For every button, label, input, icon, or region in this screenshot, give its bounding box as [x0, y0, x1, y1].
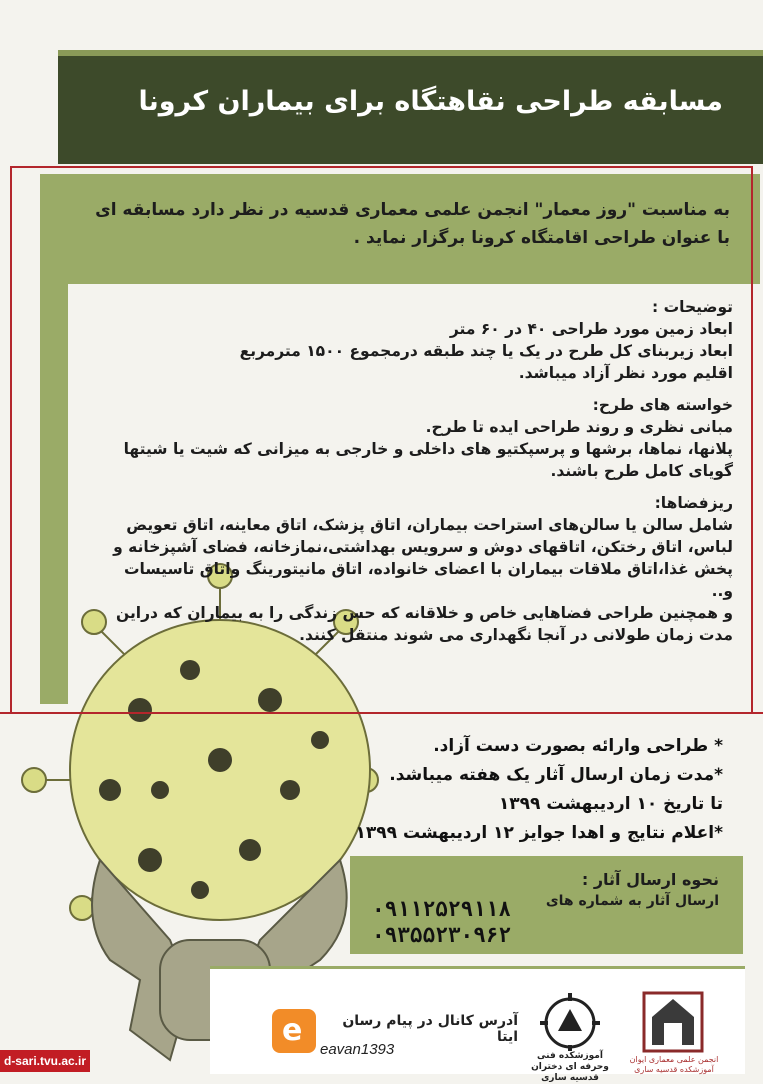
subspaces-line: لباس، اتاق رختکن، اتاقهای دوش و سرویس بهداشتی،نمازخانه، فضای آشپزخانه و — [113, 538, 733, 556]
requirements-line: پلانها، نماها، برشها و پرسپکتیو های داخلی و خارجی به میزانی که شیت یا شیتها — [123, 440, 733, 458]
phone-numbers — [372, 896, 511, 948]
intro-line-1: به مناسبت "روز معمار" انجمن علمی معماری قدسیه در نظر دارد مسابقه ای — [95, 200, 730, 220]
association-caption: انجمن علمی معماری ایوان آموزشکده قدسیه ساری — [629, 1055, 719, 1074]
intro-line-2: با عنوان طراحی اقامتگاه کرونا برگزار نماید . — [353, 228, 730, 248]
header-band — [58, 56, 763, 164]
intro-band — [40, 174, 760, 284]
note-item: * طراحی وارائه بصورت دست آزاد. — [433, 736, 723, 756]
subspaces-line: مدت زمان طولانی در آنجا نگهداری می شوند منتقل کنند. — [299, 626, 733, 644]
subspaces-line: و همچنین طراحی فضاهایی خاص و خلاقانه که حس زندگی را به بیماران که دراین — [116, 604, 733, 622]
descriptions-line: اقلیم مورد نظر آزاد میباشد. — [518, 364, 733, 382]
association-logo-icon — [640, 989, 706, 1055]
details-section — [43, 296, 733, 646]
note-item: تا تاریخ ۱۰ اردیبهشت ۱۳۹۹ — [498, 794, 723, 814]
subspaces-title: ریزفضاها: — [654, 494, 733, 512]
subspaces-line: شامل سالن یا سالن‌های استراحت بیماران، اتاق پزشک، اتاق معاینه، اتاق تعویض — [126, 516, 733, 534]
notes-list — [103, 732, 723, 848]
subspaces-line: و.. — [711, 582, 733, 600]
red-frame-line — [0, 712, 763, 714]
eitaa-logo-letter: e — [282, 1013, 303, 1048]
descriptions-title: توضیحات : — [651, 298, 733, 316]
submission-title: نحوه ارسال آثار : — [581, 870, 719, 889]
eitaa-logo-icon[interactable] — [272, 1009, 316, 1053]
school-logo-icon — [530, 991, 610, 1051]
footer-bar — [210, 966, 745, 1083]
school-caption: آموزشکده فنی وحرفه ای دختران قدسیه ساری — [531, 1051, 609, 1083]
phone-number[interactable]: ۰۹۳۵۵۲۳۰۹۶۲ — [372, 923, 512, 947]
submission-subtitle: ارسال آثار به شماره های — [545, 893, 719, 909]
requirements-line: مبانی نظری و روند طراحی ایده تا طرح. — [425, 418, 733, 436]
requirements-title: خواسته های طرح: — [592, 396, 733, 414]
note-item: *مدت زمان ارسال آثار یک هفته میباشد. — [389, 765, 723, 785]
phone-number[interactable]: ۰۹۱۱۲۵۲۹۱۱۸ — [372, 897, 512, 921]
channel-label: آدرس کانال در پیام رسان ایتا — [342, 1013, 518, 1045]
page-title: مسابقه طراحی نقاهتگاه برای بیماران کرونا — [138, 86, 723, 117]
site-watermark: d-sari.tvu.ac.ir — [0, 1050, 90, 1072]
requirements-line: گویای کامل طرح باشند. — [550, 462, 733, 480]
descriptions-line: ابعاد زمین مورد طراحی ۴۰ در ۶۰ متر — [449, 320, 733, 338]
subspaces-line: پخش غذا،اتاق ملاقات بیماران با اعضای خانواده، اتاق مانیتورینگ واتاق تاسیسات — [123, 560, 733, 578]
channel-id-link[interactable]: eavan1393 — [320, 1041, 395, 1058]
note-item: *اعلام نتایج و اهدا جوایز ۱۲ اردیبهشت ۱۳۹۹ — [355, 823, 723, 843]
descriptions-line: ابعاد زیربنای کل طرح در یک یا چند طبقه درمجموع ۱۵۰۰ مترمربع — [239, 342, 733, 360]
